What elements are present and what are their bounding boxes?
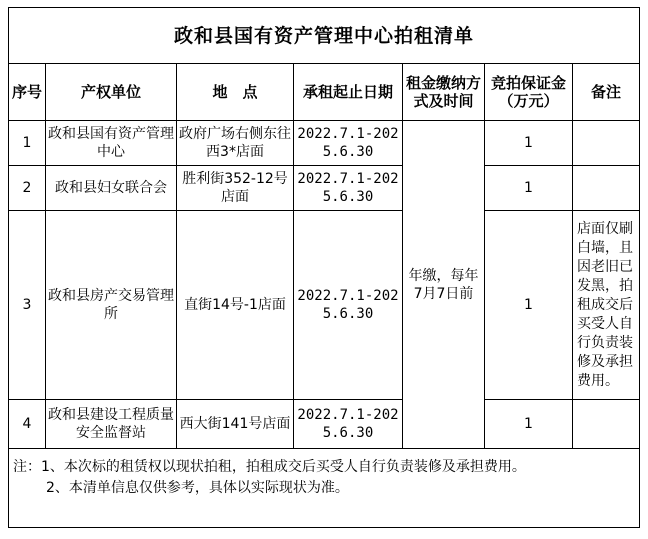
header-period: 承租起止日期 — [294, 64, 403, 121]
table-row — [9, 211, 640, 400]
row-deposit: 1 — [485, 400, 573, 449]
row-seq: 1 — [9, 121, 46, 166]
header-row — [9, 64, 640, 121]
row-period: 2022.7.1-2025.6.30 — [294, 400, 403, 449]
notes-cell — [9, 449, 640, 528]
row-period: 2022.7.1-2025.6.30 — [294, 211, 403, 400]
rental-list-table — [8, 7, 640, 528]
row-unit: 政和县建设工程质量安全监督站 — [46, 400, 177, 449]
row-seq: 2 — [9, 166, 46, 211]
table-row — [9, 121, 640, 166]
header-deposit: 竞拍保证金（万元） — [485, 64, 573, 121]
row-unit: 政和县国有资产管理中心 — [46, 121, 177, 166]
header-seq: 序号 — [9, 64, 46, 121]
row-location: 政府广场右侧东往西3*店面 — [177, 121, 294, 166]
header-payment: 租金缴纳方式及时间 — [403, 64, 485, 121]
header-location: 地 点 — [177, 64, 294, 121]
row-deposit: 1 — [485, 211, 573, 400]
row-period: 2022.7.1-2025.6.30 — [294, 166, 403, 211]
row-unit: 政和县房产交易管理所 — [46, 211, 177, 400]
row-seq: 4 — [9, 400, 46, 449]
row-remark — [573, 121, 640, 166]
row-seq: 3 — [9, 211, 46, 400]
header-remark: 备注 — [573, 64, 640, 121]
note-line-2: 2、本清单信息仅供参考，具体以实际现状为准。 — [46, 480, 349, 496]
note-line-1: 注：1、本次标的租赁权以现状拍租，拍租成交后买受人自行负责装修及承担费用。 — [13, 459, 526, 475]
payment-method-cell: 年缴，每年7月7日前 — [403, 121, 485, 449]
row-remark — [573, 400, 640, 449]
row-period: 2022.7.1-2025.6.30 — [294, 121, 403, 166]
row-location: 胜利街352-12号店面 — [177, 166, 294, 211]
row-deposit: 1 — [485, 121, 573, 166]
row-unit: 政和县妇女联合会 — [46, 166, 177, 211]
row-remark — [573, 166, 640, 211]
table-title: 政和县国有资产管理中心拍租清单 — [9, 8, 640, 64]
row-deposit: 1 — [485, 166, 573, 211]
header-unit: 产权单位 — [46, 64, 177, 121]
table-row — [9, 166, 640, 211]
row-location: 西大街141号店面 — [177, 400, 294, 449]
table-row — [9, 400, 640, 449]
row-location: 直街14号-1店面 — [177, 211, 294, 400]
row-remark: 店面仅刷白墙，且因老旧已发黑，拍租成交后买受人自行负责装修及承担费用。 — [573, 211, 640, 400]
